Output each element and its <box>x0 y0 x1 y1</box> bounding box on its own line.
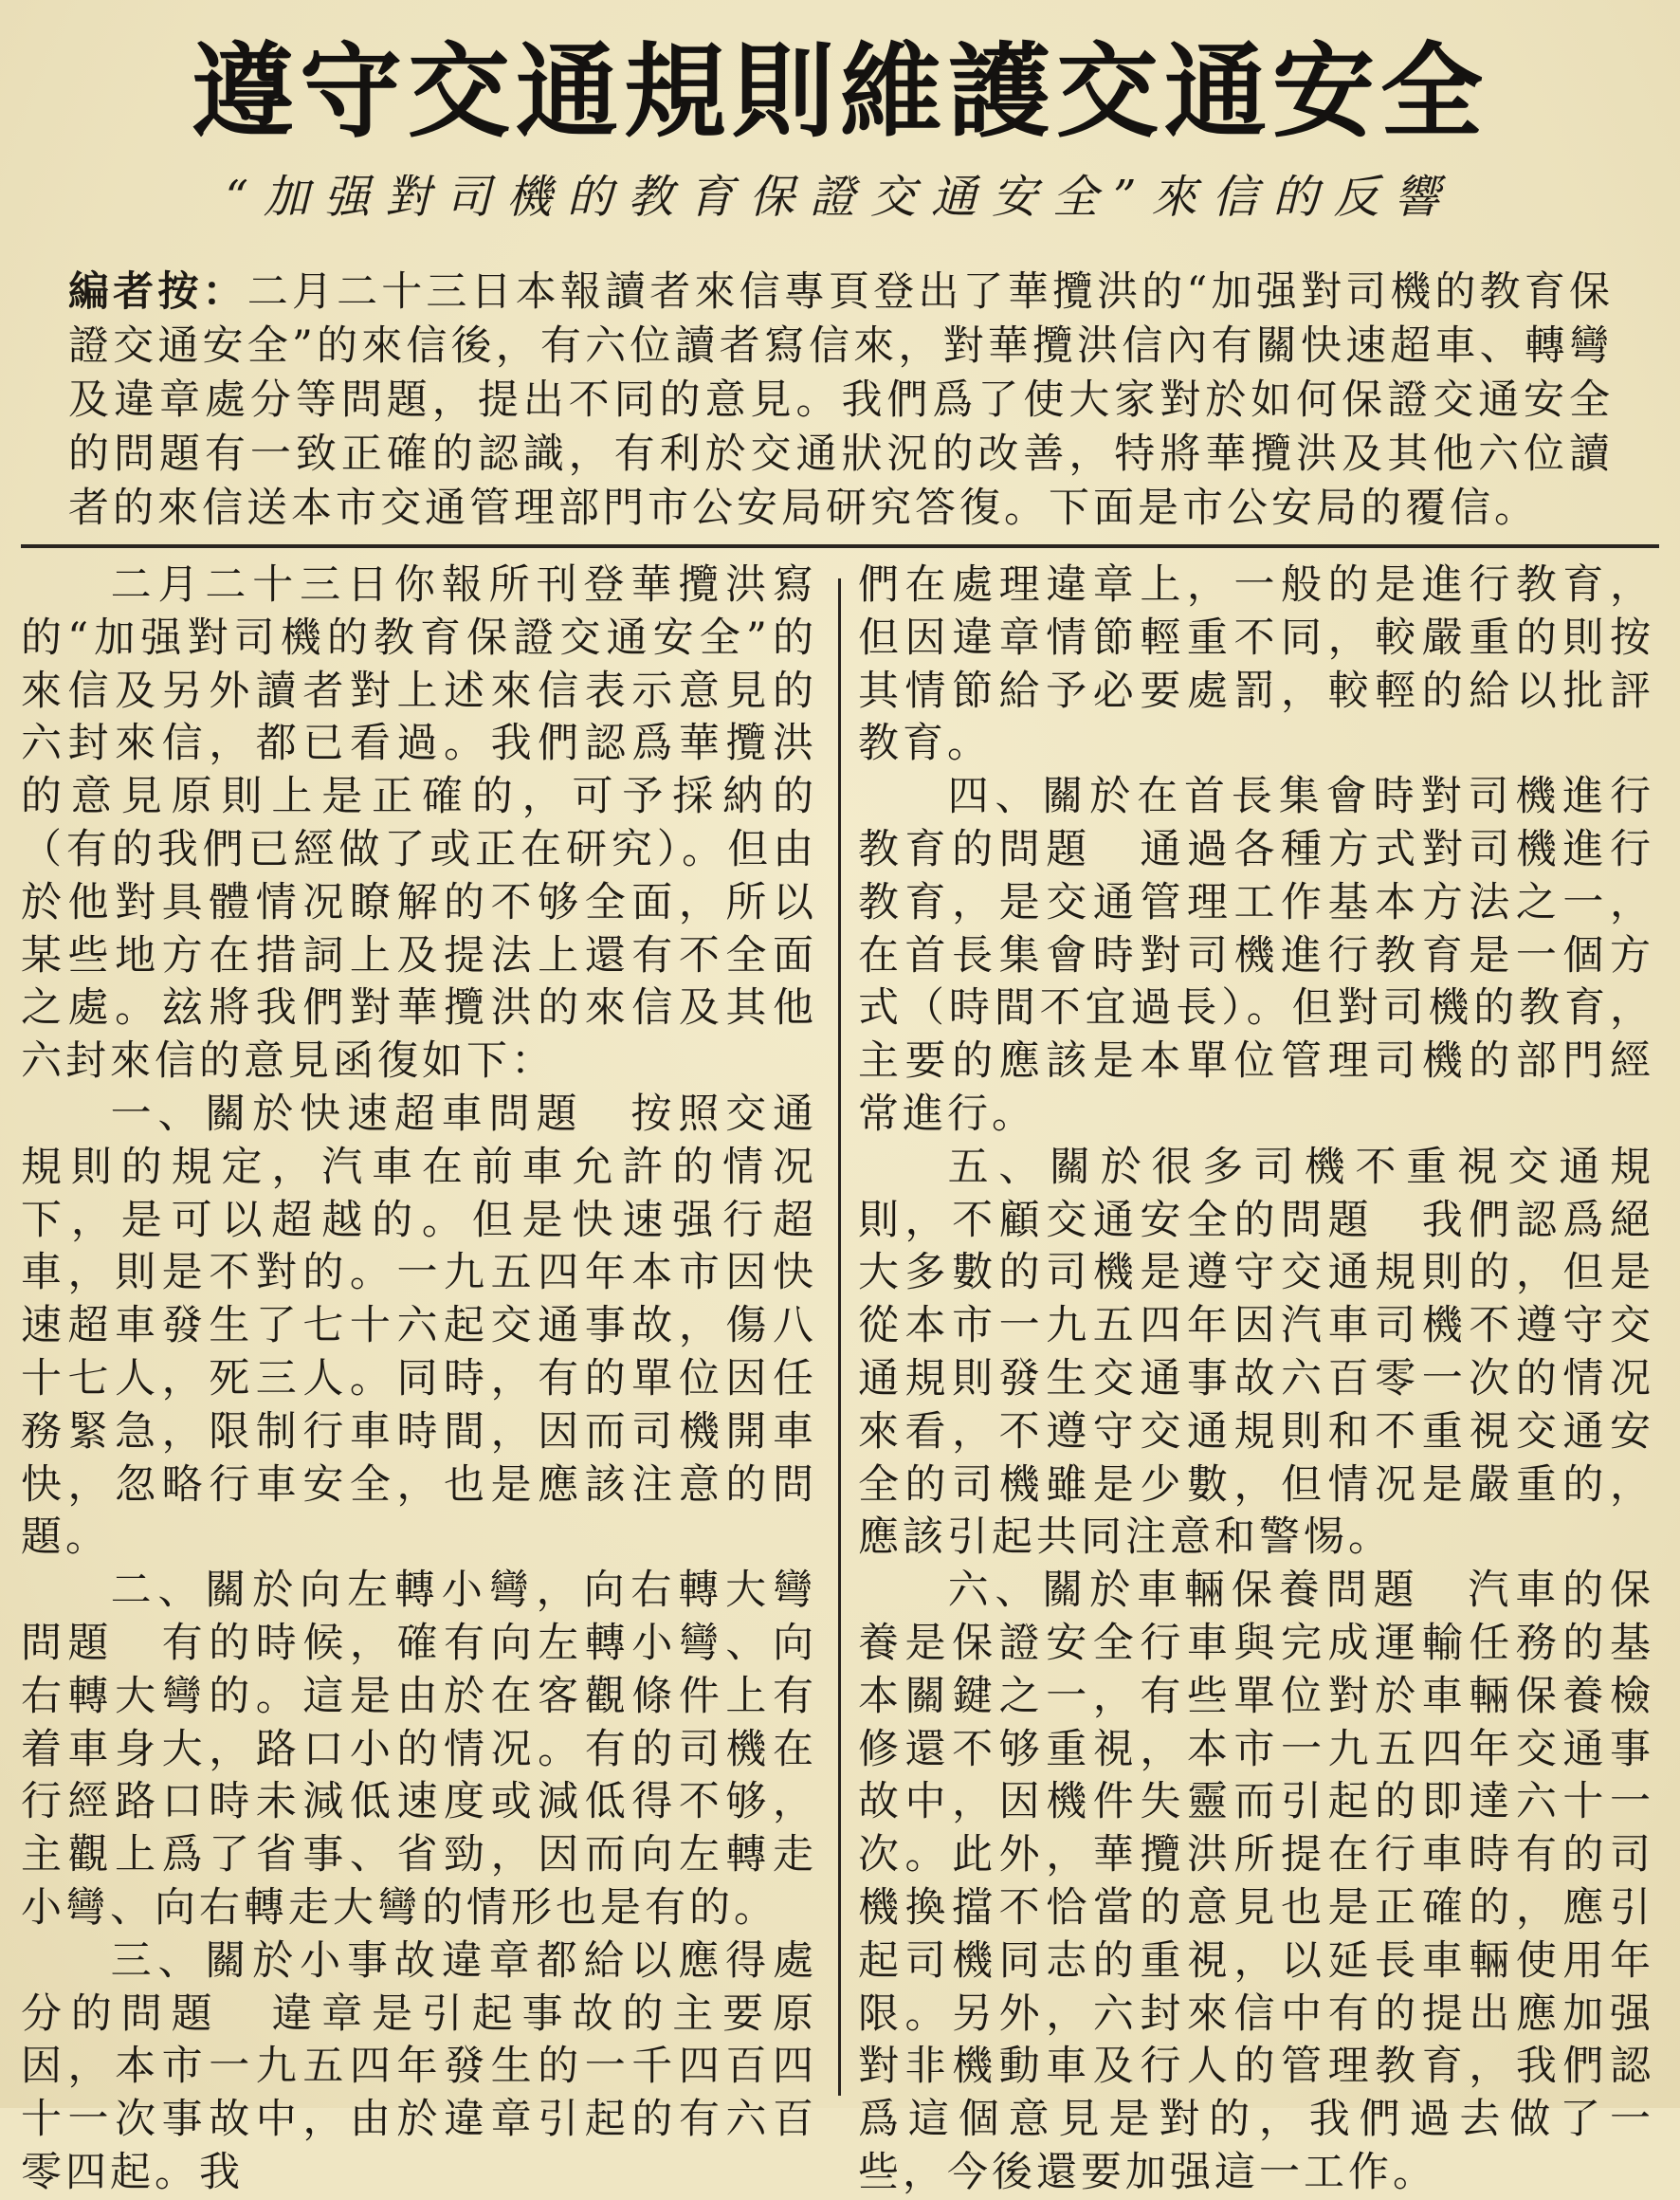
column-divider <box>838 578 841 2096</box>
paragraph-point-3: 三、關於小事故違章都給以應得處分的問題 違章是引起事故的主要原因，本市一九五四年發生的一千四百四十一次事故中，由於違章引起的有六百零四起。我 <box>21 1936 817 2196</box>
section-rule <box>21 544 1659 548</box>
paragraph-point-5: 五、關於很多司機不重視交通規則，不顧交通安全的問題 我們認爲絕大多數的司機是遵守交通規則的，但是從本市一九五四年因汽車司機不遵守交通規則發生交通事故六百零一次的情况來看，不遵守交通規則和不重視交通安全的司機雖是少數，但情况是嚴重的，應該引起共同注意和警惕。 <box>858 1143 1654 1562</box>
editor-note-text: 二月二十三日本報讀者來信專頁登出了華攬洪的“加强對司機的教育保證交通安全”的來信後，有六位讀者寫信來，對華攬洪信內有關快速超車、轉彎及違章處分等問題，提出不同的意見。我們爲了使大家對於如何保證交通安全的問題有一致正確的認識，有利於交通狀況的改善，特將華攬洪及其他六位讀者的來信送本市交通管理部門市公安局研究答復。下面是市公安局的覆信。 <box>68 268 1615 532</box>
paragraph-point-4: 四、關於在首長集會時對司機進行教育的問題 通過各種方式對司機進行教育，是交通管理工作基本方法之一，在首長集會時對司機進行教育是一個方式（時間不宜過長）。但對司機的教育，主要的應該是本單位管理司機的部門經常進行。 <box>858 773 1654 1138</box>
right-column <box>858 559 1654 2200</box>
subtitle: “加强對司機的教育保證交通安全”來信的反響 <box>225 171 1455 224</box>
editor-note <box>68 266 1614 536</box>
paragraph-point-2: 二、關於向左轉小彎，向右轉大彎問題 有的時候，確有向左轉小彎、向右轉大彎的。這是由於在客觀條件上有着車身大，路口小的情况。有的司機在行經路口時未減低速度或減低得不够，主觀上爲了省事、省勁，因而向左轉走小彎、向右轉走大彎的情形也是有的。 <box>21 1567 817 1932</box>
headline: 遵守交通規則維護交通安全 <box>191 33 1488 152</box>
paragraph-point-3-continued: 們在處理違章上，一般的是進行教育，但因違章情節輕重不同，較嚴重的則按其情節給予必要處罰，較輕的給以批評教育。 <box>858 561 1654 768</box>
paragraph-point-6: 六、關於車輛保養問題 汽車的保養是保證安全行車與完成運輸任務的基本關鍵之一，有些單位對於車輛保養檢修還不够重視，本市一九五四年交通事故中，因機件失靈而引起的即達六十一次。此外，華攬洪所提在行車時有的司機換擋不恰當的意見也是正確的，應引起司機同志的重視，以延長車輛使用年限。另外，六封來信中有的提出應加强對非機動車及行人的管理教育，我們認爲這個意見是對的，我們過去做了一些，今後還要加强這一工作。 <box>858 1567 1654 2196</box>
paragraph-point-1: 一、關於快速超車問題 按照交通規則的規定，汽車在前車允許的情况下，是可以超越的。但是快速强行超車，則是不對的。一九五四年本市因快速超車發生了七十六起交通事故，傷八十七人，死三人。同時，有的單位因任務緊急，限制行車時間，因而司機開車快，忽略行車安全，也是應該注意的問題。 <box>21 1090 817 1562</box>
editor-note-label: 編者按： <box>68 268 247 316</box>
left-column <box>21 559 817 2200</box>
paragraph-intro: 二月二十三日你報所刊登華攬洪寫的“加强對司機的教育保證交通安全”的來信及另外讀者對上述來信表示意見的六封來信，都已看過。我們認爲華攬洪的意見原則上是正確的，可予採納的（有的我們已經做了或正在研究）。但由於他對具體情况瞭解的不够全面，所以某些地方在措詞上及提法上還有不全面之處。玆將我們對華攬洪的來信及其他六封來信的意見函復如下： <box>21 561 817 1086</box>
